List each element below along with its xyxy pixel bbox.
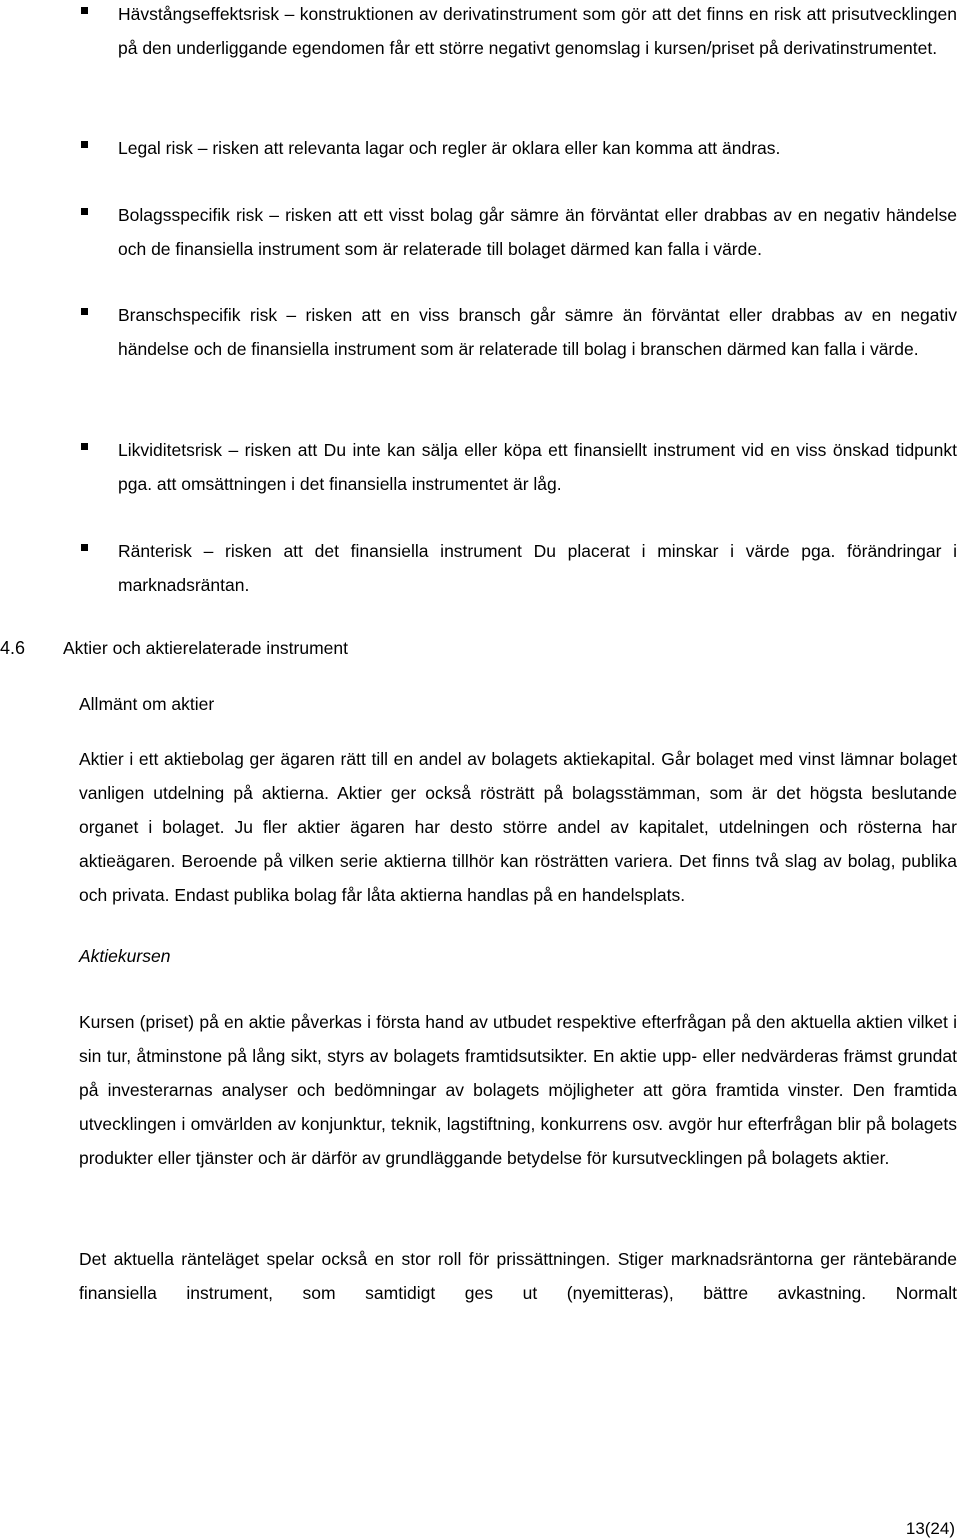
paragraph-price-2: Det aktuella ränteläget spelar också en stor roll för prissättningen. Stiger marknadsräntorna ger räntebärande finansiella instrument, som samtidigt ges ut (nyemitteras), bättre avkastning. Normalt	[79, 1249, 957, 1303]
section-number: 4.6	[0, 638, 26, 658]
list-item-text: Likviditetsrisk – risken att Du inte kan sälja eller köpa ett finansiellt instrument vid en viss önskad tidpunkt pga. att omsättningen i det finansiella instrumentet är låg.	[118, 440, 957, 494]
list-item-text: Branschspecifik risk – risken att en viss bransch går sämre än förväntat eller drabbas av en negativ händelse och de finansiella instrument som är relaterade till bolag i branschen därmed kan falla i värde.	[118, 305, 957, 359]
list-item-text: Hävstångseffektsrisk – konstruktionen av derivatinstrument som gör att det finns en risk att prisutvecklingen på den underliggande egendomen får ett större negativt genomslag i kursen/priset på derivatinstrumentet.	[118, 4, 957, 58]
list-item-text: Legal risk – risken att relevanta lagar och regler är oklara eller kan komma att ändras.	[118, 138, 781, 158]
square-bullet-icon	[81, 308, 88, 315]
subheading-general: Allmänt om aktier	[79, 694, 215, 714]
square-bullet-icon	[81, 7, 88, 14]
list-item-text: Ränterisk – risken att det finansiella instrument Du placerat i minskar i värde pga. förändringar i marknadsräntan.	[118, 541, 957, 595]
paragraph-general: Aktier i ett aktiebolag ger ägaren rätt till en andel av bolagets aktiekapital. Går bolaget med vinst lämnar bolaget vanligen utdelning på aktierna. Aktier ger också rösträtt på bolagsstämman, som är det högsta beslutande organet i bolaget. Ju fler aktier ägaren har desto större andel av kapitalet, utdelningen och rösterna har aktieägaren. Beroende på vilken serie aktierna tillhör kan rösträtten variera. Det finns två slag av bolag, publika och privata. Endast publika bolag får låta aktierna handlas på en handelsplats.	[79, 749, 957, 905]
section-title: Aktier och aktierelaterade instrument	[63, 638, 348, 658]
square-bullet-icon	[81, 208, 88, 215]
page-number: 13(24)	[905, 1519, 955, 1538]
subheading-price: Aktiekursen	[79, 946, 171, 966]
list-item-text: Bolagsspecifik risk – risken att ett visst bolag går sämre än förväntat eller drabbas av en negativ händelse och de finansiella instrument som är relaterade till bolaget därmed kan falla i värde.	[118, 205, 957, 259]
square-bullet-icon	[81, 141, 88, 148]
square-bullet-icon	[81, 544, 88, 551]
paragraph-price-1: Kursen (priset) på en aktie påverkas i första hand av utbudet respektive efterfrågan på den aktuella aktien vilket i sin tur, åtminstone på lång sikt, styrs av bolagets framtidsutsikter. En aktie upp- eller nedvärderas främst grundat på investerarnas analyser och bedömningar av bolagets möjligheter att göra framtida vinster. Den framtida utvecklingen i omvärlden av konjunktur, teknik, lagstiftning, konkurrens osv. avgör hur efterfrågan blir på bolagets produkter eller tjänster och är därför av grundläggande betydelse för kursutvecklingen på bolagets aktier.	[79, 1012, 957, 1168]
square-bullet-icon	[81, 443, 88, 450]
